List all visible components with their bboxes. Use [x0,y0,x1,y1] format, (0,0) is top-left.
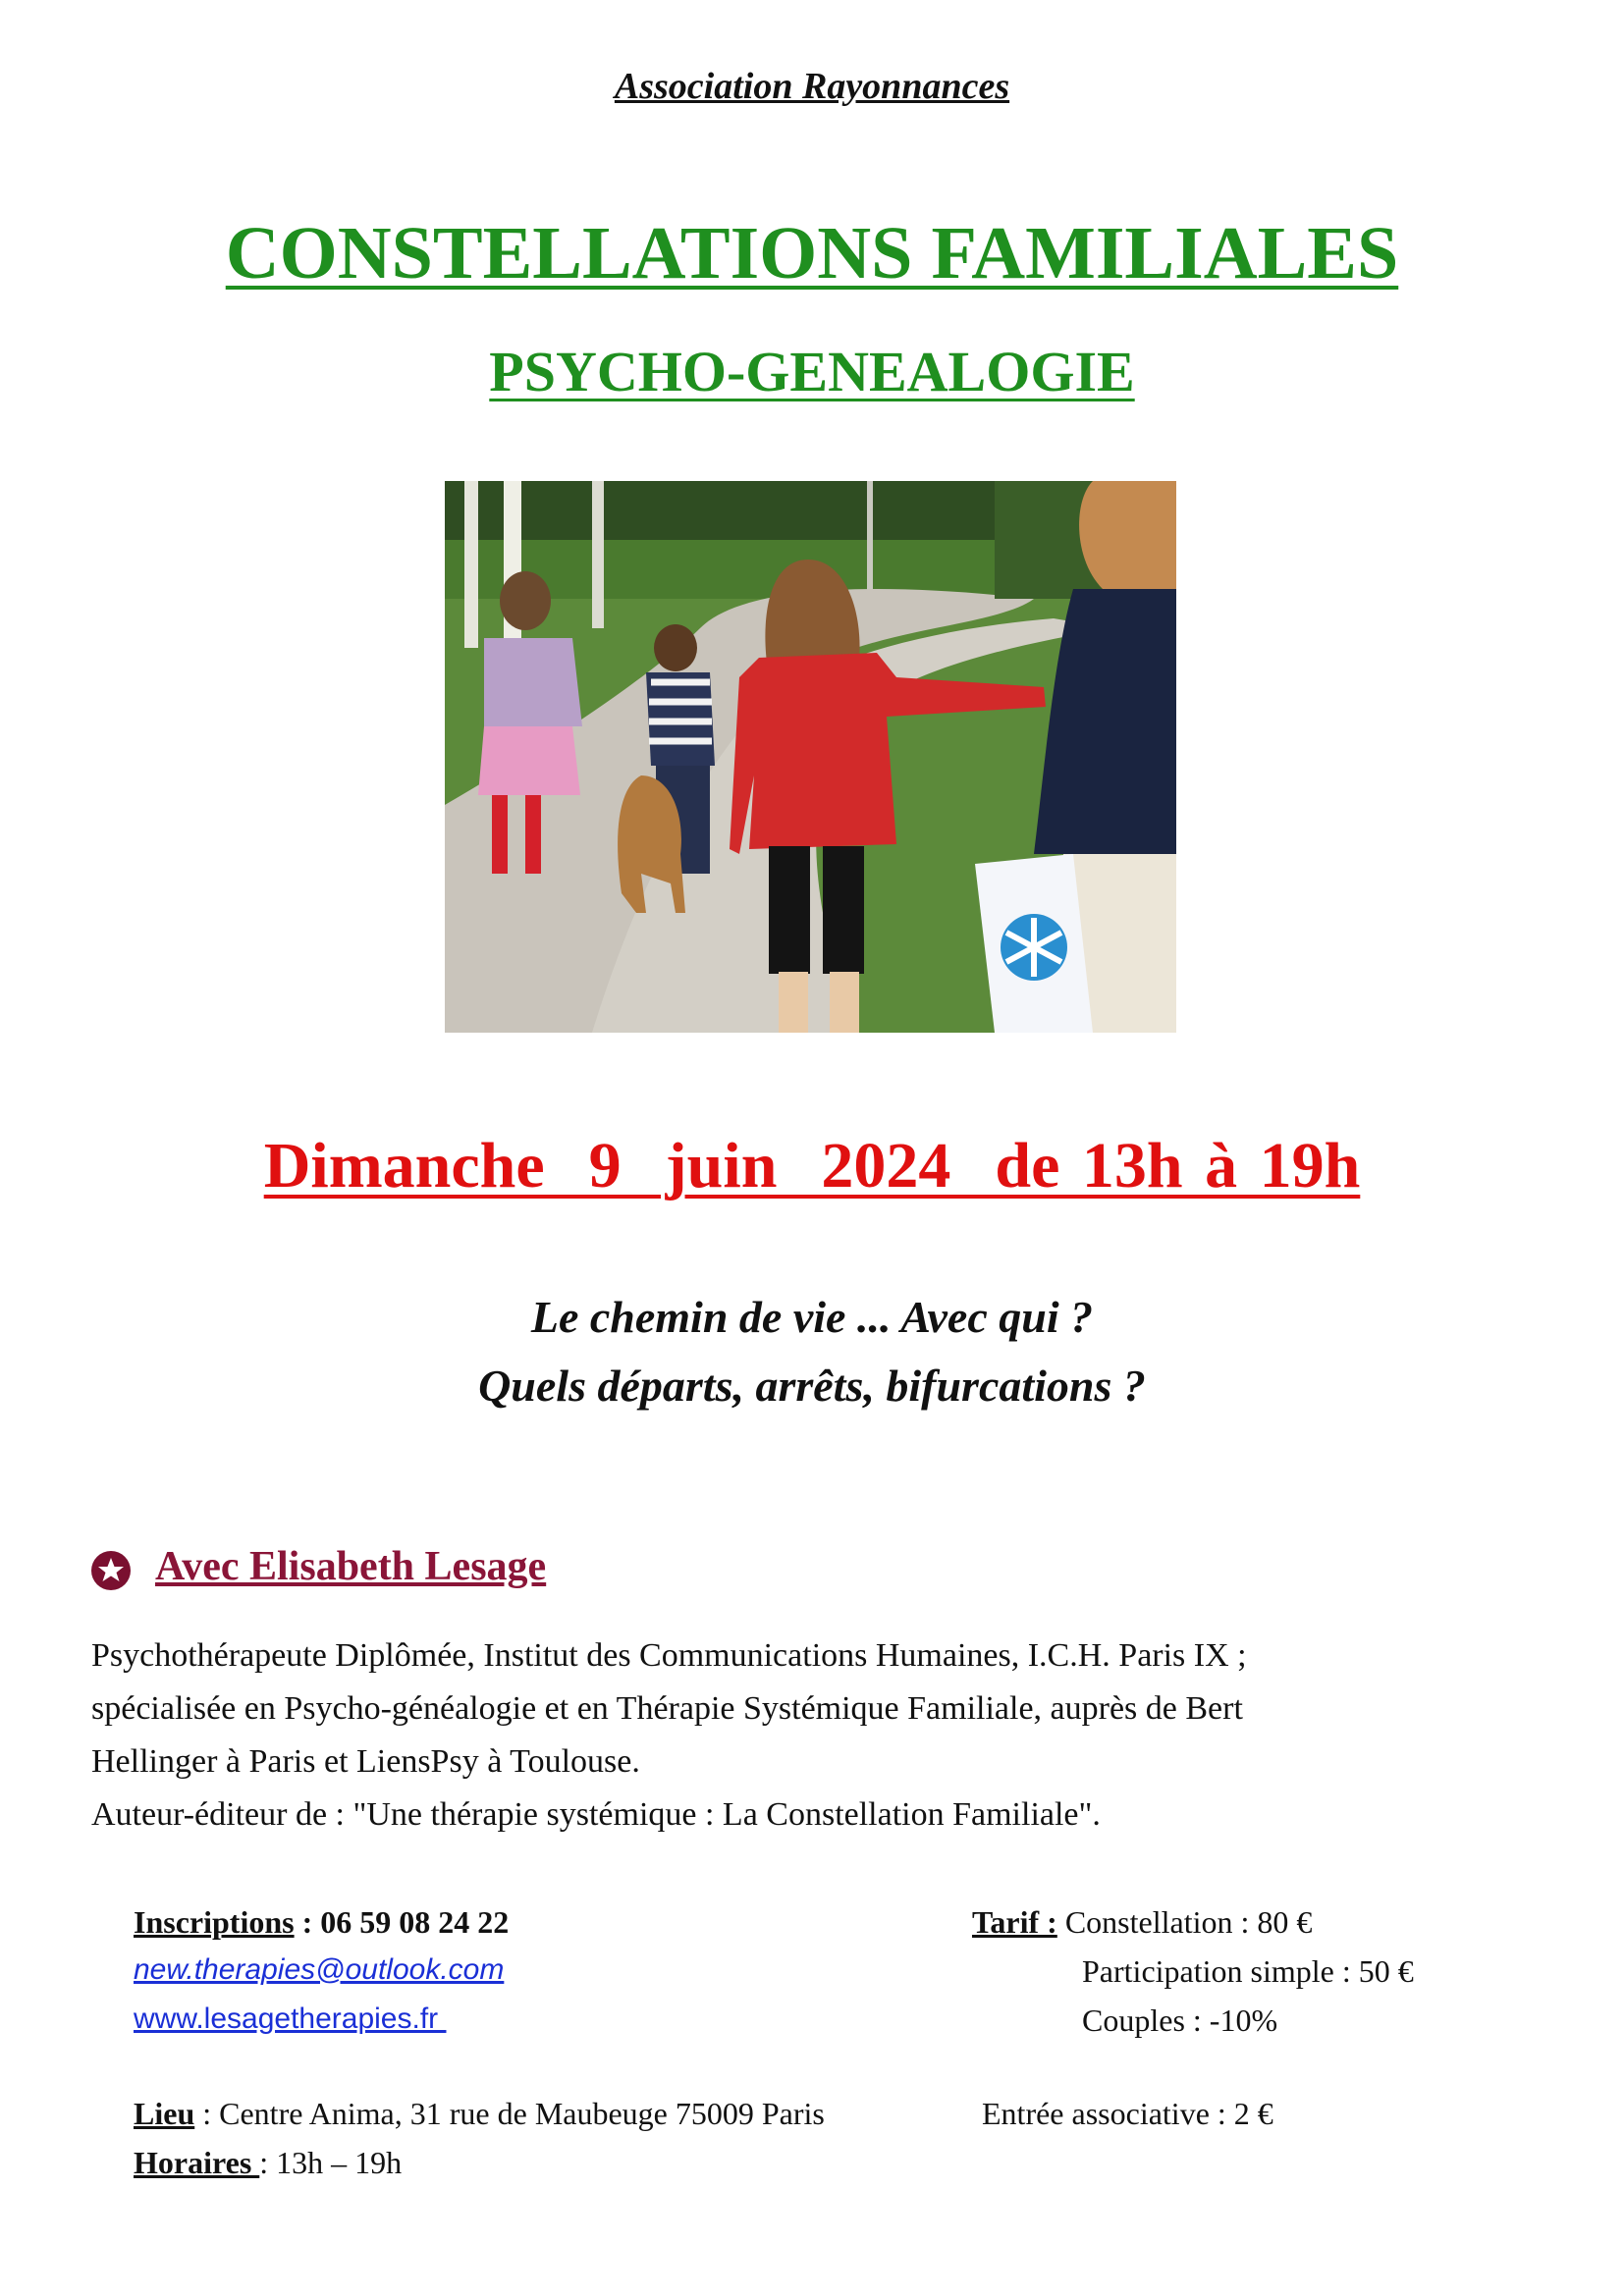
presenter-bio [91,1629,1544,1842]
lieu-value: : Centre Anima, 31 rue de Maubeuge 75009 Paris [194,2096,825,2131]
bio-line: Psychothérapeute Diplômée, Institut des Communications Humaines, I.C.H. Paris IX ; [91,1637,1247,1674]
inscriptions-label: Inscriptions [134,1904,295,1940]
tagline-line-1: Le chemin de vie ... Avec qui ? [530,1292,1094,1342]
bio-line: Hellinger à Paris et LiensPsy à Toulouse. [91,1743,640,1780]
horaires-line [134,2145,402,2181]
event-date: Dimanche 9 juin 2024 de 13h à 19h [263,1130,1361,1201]
price-constellation: Constellation : 80 € [1056,1904,1313,1940]
price-participation: Participation simple : 50 € [1082,1953,1414,1989]
lieu-line [134,2096,825,2132]
bio-line: spécialisée en Psycho-généalogie et en Thérapie Systémique Familiale, auprès de Bert [91,1690,1243,1727]
bio-line: Auteur-éditeur de : "Une thérapie systémique : La Constellation Familiale". [91,1796,1101,1833]
price-couples: Couples : -10% [1082,2002,1278,2038]
horaires-label: Horaires [134,2145,260,2180]
tarif-line [972,1904,1312,1941]
phone-number: : 06 59 08 24 22 [294,1904,510,1940]
tarif-label: Tarif : [972,1904,1057,1940]
subtitle: PSYCHO-GENEALOGIE [489,340,1135,403]
presenter-heading: Avec Elisabeth Lesage [155,1544,547,1589]
horaires-value: : 13h – 19h [259,2145,403,2180]
email-link-row [134,1953,504,1987]
email-link[interactable]: new.therapies@outlook.com [134,1953,505,1986]
star-circle-icon [91,1551,131,1590]
entry-fee: Entrée associative : 2 € [982,2096,1273,2131]
association-name: Association Rayonnances [614,66,1010,107]
website-link-row [134,2002,447,2036]
inscriptions-line [134,1904,509,1941]
tagline-line-2: Quels départs, arrêts, bifurcations ? [478,1361,1146,1411]
website-link[interactable]: www.lesagetherapies.fr [134,2002,447,2035]
main-title: CONSTELLATIONS FAMILIALES [225,212,1399,294]
lieu-label: Lieu [134,2096,195,2131]
family-walk-photo [445,481,1176,1033]
